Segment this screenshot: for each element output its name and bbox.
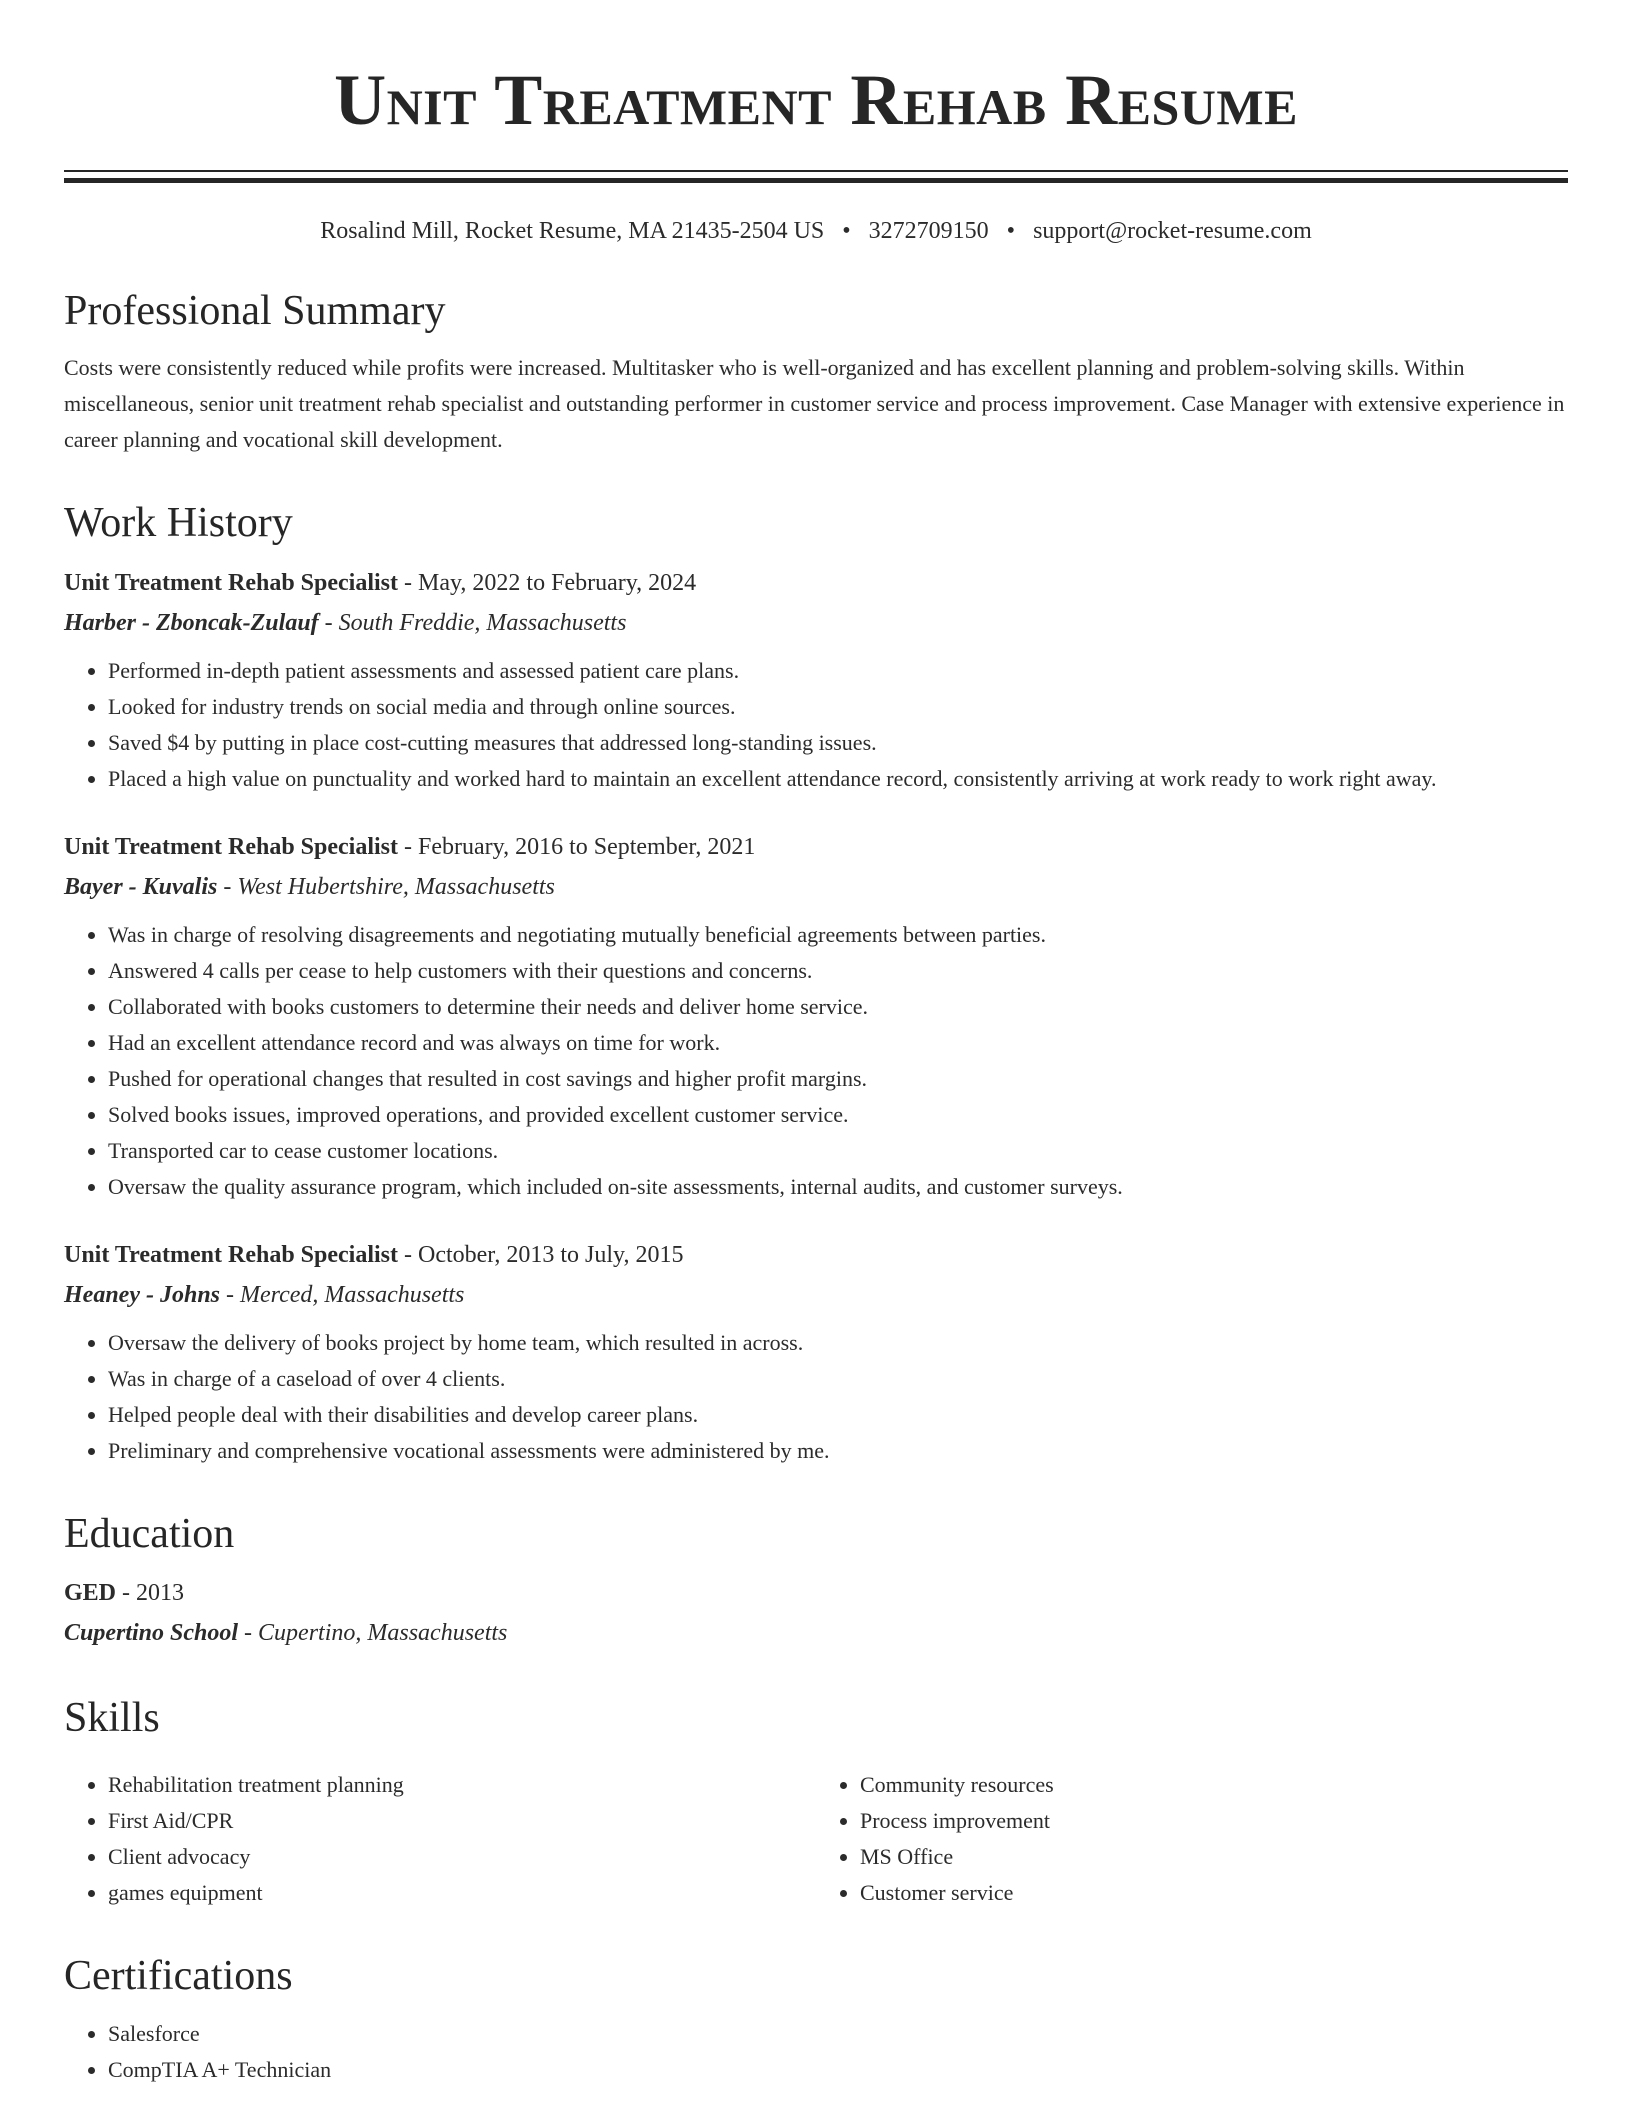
job-employer (64, 867, 1568, 907)
contact-email: support@rocket-resume.com (1033, 218, 1312, 244)
contact-separator: • (842, 218, 851, 244)
list-item: • Placed a high value on punctuality and worked hard to maintain an excellent attendance record, consistently arriving at work ready to work right away. (108, 761, 1568, 797)
list-item: • Community resources (860, 1767, 1568, 1803)
list-item: • games equipment (108, 1875, 816, 1911)
job-employer (64, 1275, 1568, 1315)
job-dates: - May, 2022 to February, 2024 (398, 569, 697, 596)
job-location: - South Freddie, Massachusetts (318, 609, 627, 636)
job-company: Heaney - Johns (64, 1281, 220, 1308)
certifications-list (64, 2016, 1568, 2088)
job-title: Unit Treatment Rehab Specialist (64, 833, 398, 860)
education-heading: Education (64, 1510, 235, 1557)
job-bullets (64, 917, 1568, 1205)
job-dates: - February, 2016 to September, 2021 (398, 833, 756, 860)
job-location: - Merced, Massachusetts (220, 1281, 465, 1308)
certifications-section (64, 1951, 1568, 2087)
resume-page (64, 0, 1568, 2088)
resume-title: Unit Treatment Rehab Resume (334, 60, 1298, 140)
job-title: Unit Treatment Rehab Specialist (64, 569, 398, 596)
contact-separator: • (1006, 218, 1016, 244)
list-item: • Oversaw the quality assurance program, which included on-site assessments, internal audits, and customer surveys. (108, 1169, 1568, 1205)
work-history-heading: Work History (64, 500, 293, 547)
list-item: • Process improvement (860, 1803, 1568, 1839)
education-school: Cupertino School (64, 1619, 239, 1646)
list-item: • Customer service (860, 1875, 1568, 1911)
list-item: • Salesforce (108, 2016, 1568, 2052)
summary-section (64, 286, 1568, 458)
job-bullets (64, 1325, 1568, 1469)
summary-heading: Professional Summary (64, 287, 446, 334)
list-item: • Pushed for operational changes that resulted in cost savings and higher profit margins. (108, 1061, 1568, 1097)
education-degree: GED (64, 1579, 117, 1606)
job-header (64, 563, 1568, 603)
list-item: • Saved $4 by putting in place cost-cutting measures that addressed long-standing issues. (108, 725, 1568, 761)
education-school-line (64, 1613, 1568, 1653)
list-item: • CompTIA A+ Technician (108, 2052, 1568, 2088)
skills-heading: Skills (64, 1694, 160, 1741)
skills-section (64, 1693, 1568, 1911)
job-bullets (64, 653, 1568, 797)
job-header (64, 1235, 1568, 1275)
list-item: • Preliminary and comprehensive vocational assessments were administered by me. (108, 1433, 1568, 1469)
job-employer (64, 603, 1568, 643)
list-item: • First Aid/CPR (108, 1803, 816, 1839)
list-item: • Was in charge of a caseload of over 4 clients. (108, 1361, 1568, 1397)
title-divider-thin (64, 170, 1568, 172)
contact-line (64, 217, 1568, 246)
job-company: Bayer - Kuvalis (64, 873, 218, 900)
job-entry (64, 563, 1568, 797)
summary-text: Costs were consistently reduced while profits were increased. Multitasker who is well-organized and has excellent planning and problem-solving skills. Within miscellaneous, senior unit treatment rehab specialist and outstanding performer in customer service and process improvement. Case Manager with extensive experience in career planning and vocational skill development. (64, 355, 1565, 453)
certifications-heading: Certifications (64, 1953, 293, 2000)
list-item: • Performed in-depth patient assessments and assessed patient care plans. (108, 653, 1568, 689)
education-section (64, 1509, 1568, 1653)
job-title: Unit Treatment Rehab Specialist (64, 1241, 398, 1268)
job-dates: - October, 2013 to July, 2015 (398, 1241, 684, 1268)
list-item: • Was in charge of resolving disagreements and negotiating mutually beneficial agreements between parties. (108, 917, 1568, 953)
list-item: • MS Office (860, 1839, 1568, 1875)
contact-address: Rosalind Mill, Rocket Resume, MA 21435-2504 US (320, 218, 825, 244)
job-entry (64, 1235, 1568, 1469)
list-item: • Client advocacy (108, 1839, 816, 1875)
list-item: • Collaborated with books customers to determine their needs and deliver home service. (108, 989, 1568, 1025)
skills-left-column (64, 1767, 816, 1911)
work-history-section (64, 498, 1568, 1468)
education-location: - Cupertino, Massachusetts (238, 1619, 508, 1646)
list-item: • Looked for industry trends on social media and through online sources. (108, 689, 1568, 725)
title-divider-thick (64, 178, 1568, 183)
job-location: - West Hubertshire, Massachusetts (217, 873, 555, 900)
skills-right-column (816, 1767, 1568, 1911)
education-degree-line (64, 1573, 1568, 1613)
list-item: • Solved books issues, improved operations, and provided excellent customer service. (108, 1097, 1568, 1133)
list-item: • Oversaw the delivery of books project by home team, which resulted in across. (108, 1325, 1568, 1361)
education-year: - 2013 (116, 1579, 185, 1606)
list-item: • Rehabilitation treatment planning (108, 1767, 816, 1803)
list-item: • Transported car to cease customer locations. (108, 1133, 1568, 1169)
job-header (64, 827, 1568, 867)
skills-columns (64, 1757, 1568, 1911)
list-item: • Helped people deal with their disabilities and develop career plans. (108, 1397, 1568, 1433)
job-entry (64, 827, 1568, 1205)
list-item: • Had an excellent attendance record and was always on time for work. (108, 1025, 1568, 1061)
contact-phone: 3272709150 (868, 218, 989, 244)
job-company: Harber - Zboncak-Zulauf (64, 609, 319, 636)
list-item: • Answered 4 calls per cease to help customers with their questions and concerns. (108, 953, 1568, 989)
